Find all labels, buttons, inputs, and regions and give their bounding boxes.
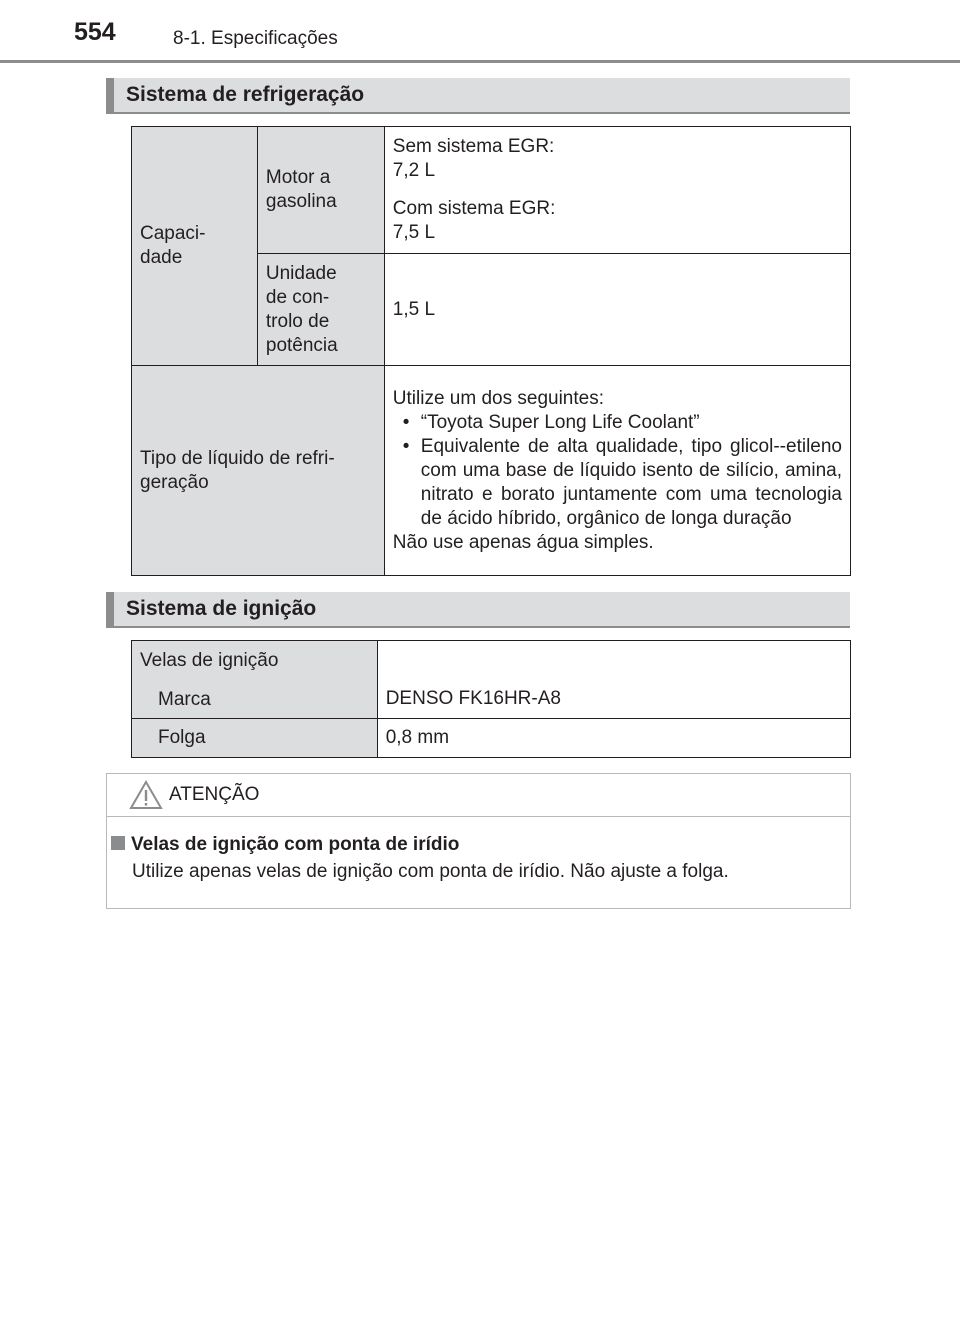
section-title: Sistema de refrigeração — [126, 83, 365, 106]
header-divider — [0, 60, 960, 63]
section-title: Sistema de ignição — [126, 597, 317, 620]
coolant-type-label: Tipo de líquido de refri- geração — [132, 366, 385, 576]
warning-title: ATENÇÃO — [169, 784, 260, 805]
warning-subtitle-row — [111, 834, 459, 856]
chapter-title: 8-1. Especificações — [173, 28, 338, 49]
capacity-label: Capaci- dade — [132, 127, 258, 366]
section-heading-cooling — [106, 78, 850, 114]
section-heading-bar — [106, 78, 114, 114]
gap-value: 0,8 mm — [377, 719, 850, 758]
table-row — [132, 366, 851, 576]
coolant-type-cell — [384, 366, 850, 576]
table-row — [132, 641, 851, 719]
square-bullet-icon — [111, 836, 125, 850]
pcu-label: Unidade de con- trolo de potência — [257, 254, 384, 366]
with-egr-value: 7,5 L — [392, 222, 436, 243]
with-egr-label: Com sistema EGR: — [392, 198, 556, 219]
cooling-spec-table — [131, 126, 851, 576]
warning-triangle-icon — [129, 780, 163, 810]
spark-plug-make-label-cell — [132, 641, 378, 719]
section-heading-bar — [106, 592, 114, 628]
list-item: • “Toyota Super Long Life Coolant” — [421, 411, 842, 435]
coolant-intro: Utilize um dos seguintes: — [392, 387, 604, 409]
gap-label: Folga — [158, 727, 206, 748]
gap-label-cell — [132, 719, 378, 758]
page-header — [0, 0, 960, 60]
make-label: Marca — [158, 689, 211, 710]
table-row — [132, 719, 851, 758]
coolant-note: Não use apenas água simples. — [392, 531, 654, 553]
warning-header — [107, 774, 850, 817]
gasoline-capacity-cell — [384, 127, 850, 254]
spark-plugs-label: Velas de ignição — [140, 650, 279, 671]
section-heading-ignition — [106, 592, 850, 628]
without-egr-value: 7,2 L — [392, 160, 436, 181]
table-row — [132, 127, 851, 254]
gasoline-engine-label: Motor a gasolina — [257, 127, 384, 254]
make-value: DENSO FK16HR-A8 — [377, 641, 850, 719]
ignition-spec-table — [131, 640, 851, 758]
without-egr-label: Sem sistema EGR: — [392, 136, 555, 157]
warning-text: Utilize apenas velas de ignição com ponta de irídio. Não ajuste a folga. — [132, 861, 729, 882]
page-number: 554 — [74, 18, 116, 46]
pcu-value: 1,5 L — [384, 254, 850, 366]
list-item: • Equivalente de alta qualidade, tipo glicol--etileno com uma base de líquido isento de silício, amina, nitrato e borato juntamente com uma tecnologia de ácido híbrido, orgânico de longa duração — [421, 435, 842, 531]
warning-box — [106, 773, 851, 909]
warning-subtitle: Velas de ignição com ponta de irídio — [131, 834, 460, 855]
coolant-options-list — [393, 411, 842, 531]
